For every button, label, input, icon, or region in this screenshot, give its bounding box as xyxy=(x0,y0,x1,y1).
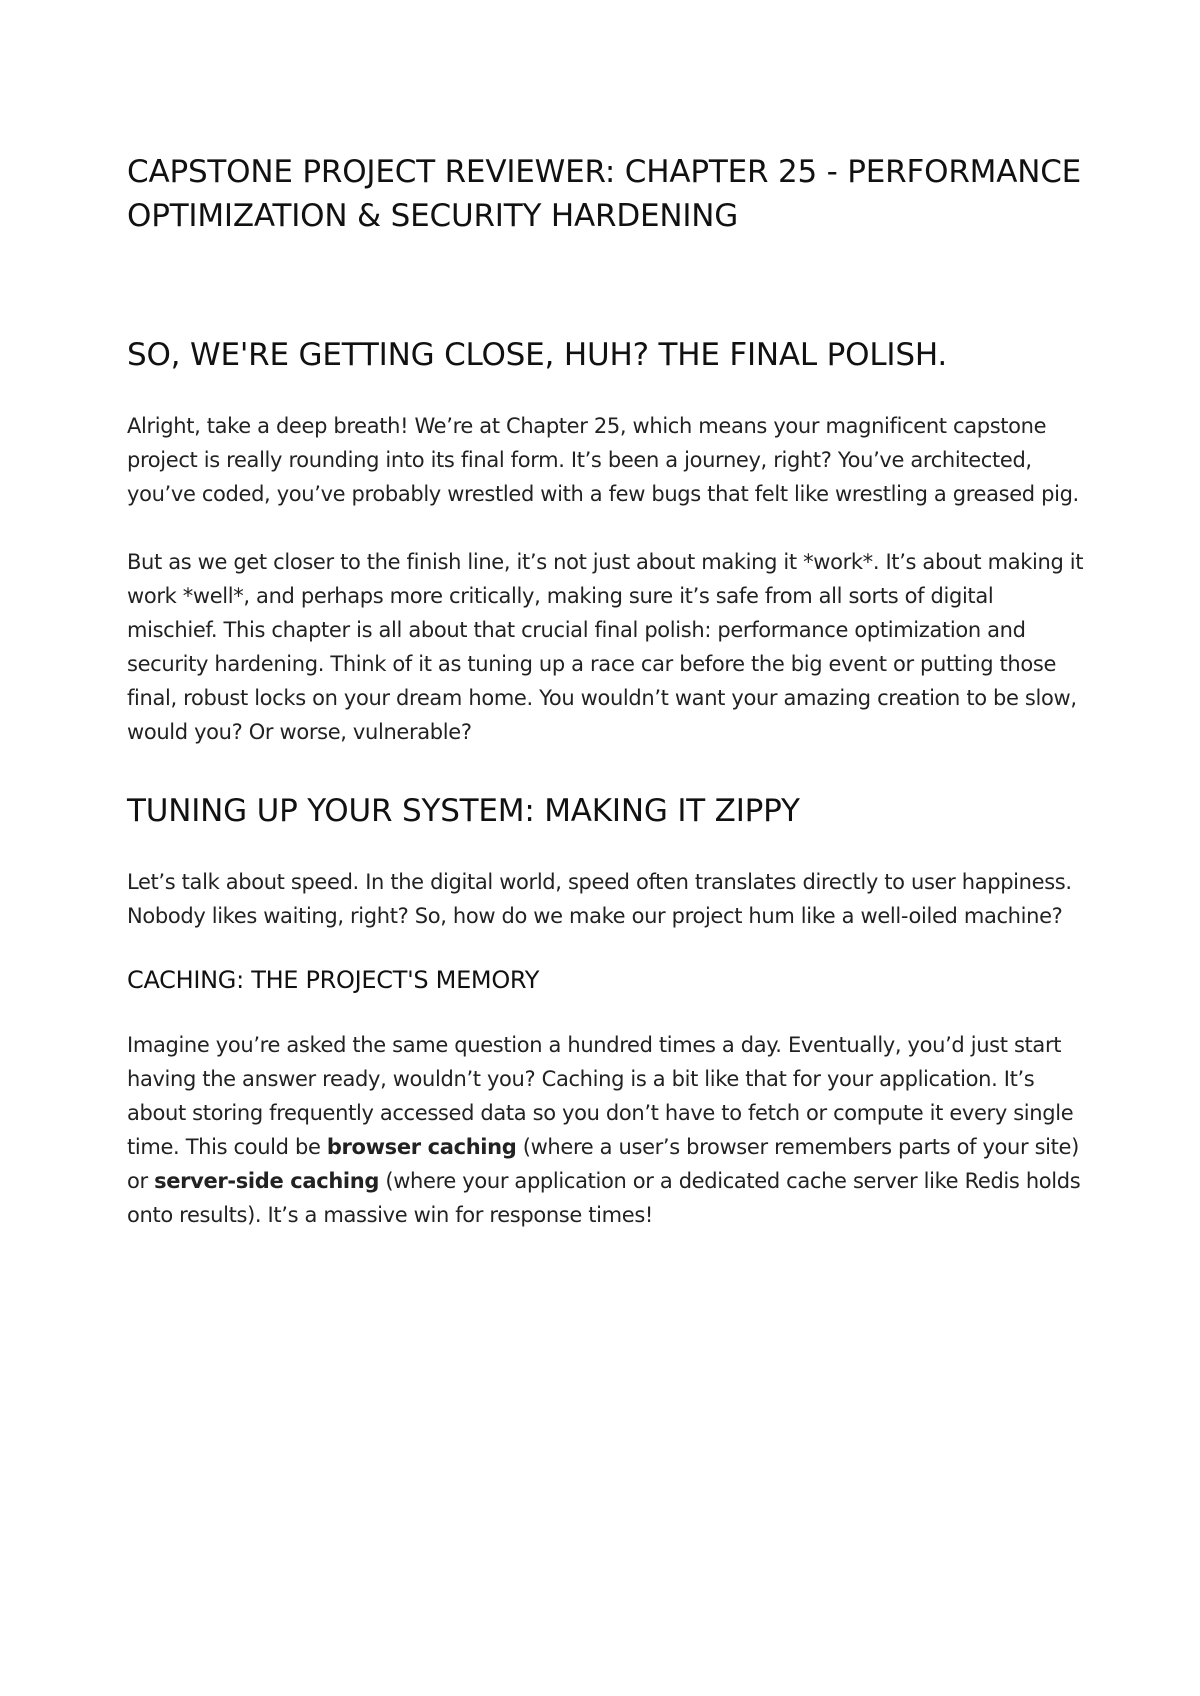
subsection-heading-caching: CACHING: THE PROJECT'S MEMORY xyxy=(127,966,540,995)
section-heading-final-polish: SO, WE'RE GETTING CLOSE, HUH? THE FINAL POLISH. xyxy=(127,336,948,373)
paragraph-text: (where a user’s browser remembers parts of your site) or xyxy=(127,1135,1079,1194)
bold-term-browser-caching: browser caching xyxy=(326,1135,517,1160)
bold-term-server-side-caching: server-side caching xyxy=(154,1169,380,1194)
document-content xyxy=(127,150,1087,1232)
section-heading-tuning-up: TUNING UP YOUR SYSTEM: MAKING IT ZIPPY xyxy=(127,792,800,829)
section-paragraph: But as we get closer to the finish line, it’s not just about making it *work*. It’s about making it work *well*, and perhaps more critically, making sure it’s safe from all sorts of digital mischief. This chapter is all about that crucial final polish: performance optimization and security hardening. Think of it as tuning up a race car before the big event or putting those final, robust locks on your dream home. You wouldn’t want your amazing creation to be slow, would you? Or worse, vulnerable? xyxy=(127,549,1084,744)
paragraph-text: (where your application or a dedicated cache server like Redis holds onto results). It’s a massive win for response times! xyxy=(127,1169,1081,1228)
document-title: CAPSTONE PROJECT REVIEWER: CHAPTER 25 - PERFORMANCE OPTIMIZATION & SECURITY HARDENING xyxy=(127,154,1082,235)
subsection-paragraph xyxy=(127,1028,1087,1232)
section-paragraph: Let’s talk about speed. In the digital world, speed often translates directly to user happiness. Nobody likes waiting, right? So, how do we make our project hum like a well-oiled machine? xyxy=(127,870,1072,929)
section-paragraph: Alright, take a deep breath! We’re at Chapter 25, which means your magnificent capstone project is really rounding into its final form. It’s been a journey, right? You’ve architected, you’ve coded, you’ve probably wrestled with a few bugs that felt like wrestling a greased pig. xyxy=(127,413,1079,506)
paragraph-text: Imagine you’re asked the same question a hundred times a day. Eventually, you’d just start having the answer ready, wouldn’t you? Caching is a bit like that for your application. It’s about storing frequently accessed data so you don’t have to fetch or compute it every single time. This could be xyxy=(127,1033,1074,1160)
